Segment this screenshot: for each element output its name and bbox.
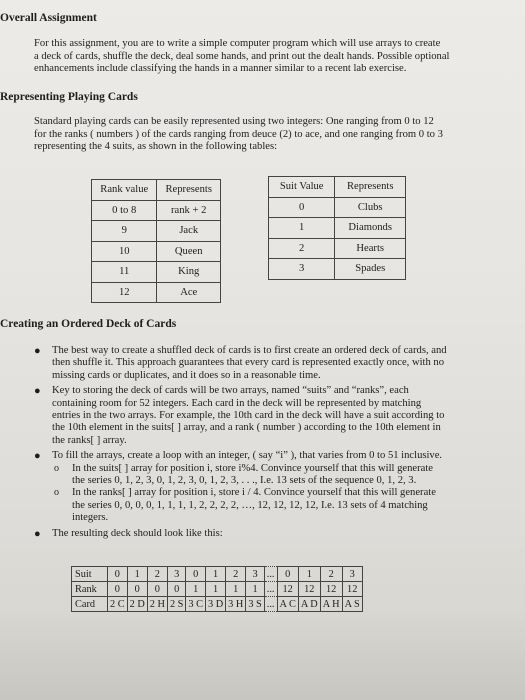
deck-cell: 2 (226, 567, 246, 582)
table-row (92, 241, 221, 262)
deck-cell: 1 (205, 582, 225, 597)
table-row (92, 200, 221, 221)
table-cell: 1 (269, 218, 335, 239)
deck-cell: 1 (298, 567, 320, 582)
list-item-line: entries in the two arrays. For example, the 10th card in the deck will have a suit according to (52, 410, 445, 422)
table-cell: 9 (92, 221, 157, 242)
deck-cell: 0 (167, 582, 185, 597)
table-header-cell: Suit Value (269, 177, 335, 198)
deck-cell: 2 C (108, 597, 128, 612)
paragraph-line: enhancements include classifying the hands in a manner similar to a recent lab exercise. (34, 63, 407, 75)
heading-representing-cards: Representing Playing Cards (0, 91, 138, 103)
table-cell: Ace (157, 282, 221, 303)
list-item (34, 528, 514, 540)
deck-row-label: Card (72, 597, 108, 612)
circle-bullet-icon: o (54, 462, 59, 474)
deck-cell: A H (320, 597, 342, 612)
table-header-cell: Represents (157, 180, 221, 201)
table-cell: 3 (269, 259, 335, 280)
deck-cell: 12 (342, 582, 362, 597)
deck-cell: ... (264, 582, 277, 597)
table-cell: 12 (92, 282, 157, 303)
deck-cell: 0 (147, 582, 167, 597)
deck-table (71, 566, 363, 612)
bullet-icon: ● (34, 385, 41, 398)
list-item-line: the series 0, 0, 0, 0, 1, 1, 1, 1, 2, 2, 2, 2, …, 12, 12, 12, 12, I.e. 13 sets of 4 matching (72, 499, 428, 511)
deck-cell: 1 (127, 567, 147, 582)
deck-cell: 3 H (226, 597, 246, 612)
deck-cell: 1 (186, 582, 206, 597)
deck-row-label: Rank (72, 582, 108, 597)
table-cell: Clubs (335, 197, 406, 218)
deck-cell: 0 (277, 567, 298, 582)
deck-cell: 12 (298, 582, 320, 597)
paragraph-line: representing the 4 suits, as shown in the following tables: (34, 141, 278, 153)
deck-cell: A D (298, 597, 320, 612)
table-cell: King (157, 262, 221, 283)
sub-list-item (34, 487, 514, 524)
deck-cell: 1 (226, 582, 246, 597)
list-item-line: In the ranks[ ] array for position i, store i / 4. Convince yourself that this will generate (72, 487, 436, 499)
bullet-icon: ● (34, 345, 41, 357)
paragraph-line: Standard playing cards can be easily represented using two integers: One ranging from 0 to 12 (34, 116, 434, 127)
table-row (92, 262, 221, 283)
table-row (92, 221, 221, 242)
bullet-list (34, 345, 514, 543)
deck-cell: 0 (108, 582, 128, 597)
deck-cell: ... (264, 597, 277, 612)
table-cell: 10 (92, 241, 157, 262)
table-row (92, 282, 221, 303)
table-cell: Queen (157, 241, 221, 262)
list-item (34, 385, 514, 447)
deck-cell: 3 (167, 567, 185, 582)
list-item-line: integers. (72, 512, 109, 524)
table-row (269, 197, 406, 218)
table-cell: 11 (92, 262, 157, 283)
list-item-line: To fill the arrays, create a loop with an integer, ( say “i” ), that varies from 0 to 51 inclusive. (52, 450, 443, 462)
list-item-line: The best way to create a shuffled deck of cards is to first create an ordered deck of cards, and (52, 345, 447, 356)
table-row (269, 238, 406, 259)
table-header-row (269, 177, 406, 198)
deck-cell: 1 (205, 567, 225, 582)
table-cell: Spades (335, 259, 406, 280)
deck-cell: 2 H (147, 597, 167, 612)
list-item-line: the 10th element in the suits[ ] array, and a rank ( number ) according to the 10th element in (52, 422, 441, 434)
deck-cell: 12 (277, 582, 298, 597)
deck-cell: 3 (342, 567, 362, 582)
list-item-line: Key to storing the deck of cards will be two arrays, named “suits” and “ranks”, each (52, 385, 409, 397)
list-item-line: containing room for 52 integers. Each card in the deck will be represented by matching (52, 397, 422, 409)
sub-list-item (34, 463, 514, 488)
paragraph-line: a deck of cards, shuffle the deck, deal some hands, and print out the dealt hands. Possible optional (34, 50, 450, 62)
deck-cell: 0 (186, 567, 206, 582)
list-item-line: missing cards or duplicates, and it does so in a reasonable time. (52, 369, 321, 381)
deck-cell: 2 (320, 567, 342, 582)
deck-cell: 3 S (246, 597, 264, 612)
photo-shadow (0, 610, 525, 700)
deck-cell: 3 (246, 567, 264, 582)
paragraph-line: For this assignment, you are to write a simple computer program which will use arrays to create (34, 38, 441, 49)
paragraph-line: for the ranks ( numbers ) of the cards ranging from deuce (2) to ace, and one ranging from 0 to 3 (34, 128, 443, 140)
table-header-cell: Represents (335, 177, 406, 198)
deck-row-rank (72, 582, 363, 597)
table-row (269, 218, 406, 239)
table-cell: 0 to 8 (92, 200, 157, 221)
list-item-line: In the suits[ ] array for position i, store i%4. Convince yourself that this will generate (72, 462, 433, 474)
heading-ordered-deck: Creating an Ordered Deck of Cards (0, 318, 177, 330)
deck-cell: 12 (320, 582, 342, 597)
table-cell: Diamonds (335, 218, 406, 239)
deck-cell: 2 D (127, 597, 147, 612)
representing-paragraph (34, 116, 504, 154)
deck-row-label: Suit (72, 567, 108, 582)
table-header-cell: Rank value (92, 180, 157, 201)
deck-cell: 3 C (186, 597, 206, 612)
deck-cell: ... (264, 567, 277, 582)
table-cell: Jack (157, 221, 221, 242)
deck-row-card (72, 597, 363, 612)
deck-cell: 2 S (167, 597, 185, 612)
deck-cell: 2 (147, 567, 167, 582)
deck-cell: 3 D (205, 597, 225, 612)
deck-cell: 0 (108, 567, 128, 582)
list-item-line: the ranks[ ] array. (52, 434, 127, 446)
list-item-line: The resulting deck should look like this: (52, 527, 223, 539)
table-cell: 0 (269, 197, 335, 218)
overall-paragraph (34, 38, 504, 76)
suit-table (268, 176, 406, 280)
list-item (34, 450, 514, 524)
table-cell: 2 (269, 238, 335, 259)
rank-table (91, 179, 221, 303)
deck-cell: 1 (246, 582, 264, 597)
heading-overall-assignment: Overall Assignment (0, 12, 97, 24)
table-row (269, 259, 406, 280)
deck-cell: A S (342, 597, 362, 612)
list-item-line: then shuffle it. This approach guarantees that every card is represented exactly once, with no (52, 357, 445, 369)
deck-cell: 0 (127, 582, 147, 597)
deck-cell: A C (277, 597, 298, 612)
deck-row-suit (72, 567, 363, 582)
table-header-row (92, 180, 221, 201)
circle-bullet-icon: o (54, 487, 59, 499)
bullet-icon: ● (34, 450, 41, 463)
list-item-line: the series 0, 1, 2, 3, 0, 1, 2, 3, 0, 1, 2, 3, . . ., I.e. 13 sets of the sequence 0, 1, 2, 3. (72, 475, 417, 487)
list-item (34, 345, 514, 382)
bullet-icon: ● (34, 527, 41, 540)
table-cell: Hearts (335, 238, 406, 259)
table-cell: rank + 2 (157, 200, 221, 221)
